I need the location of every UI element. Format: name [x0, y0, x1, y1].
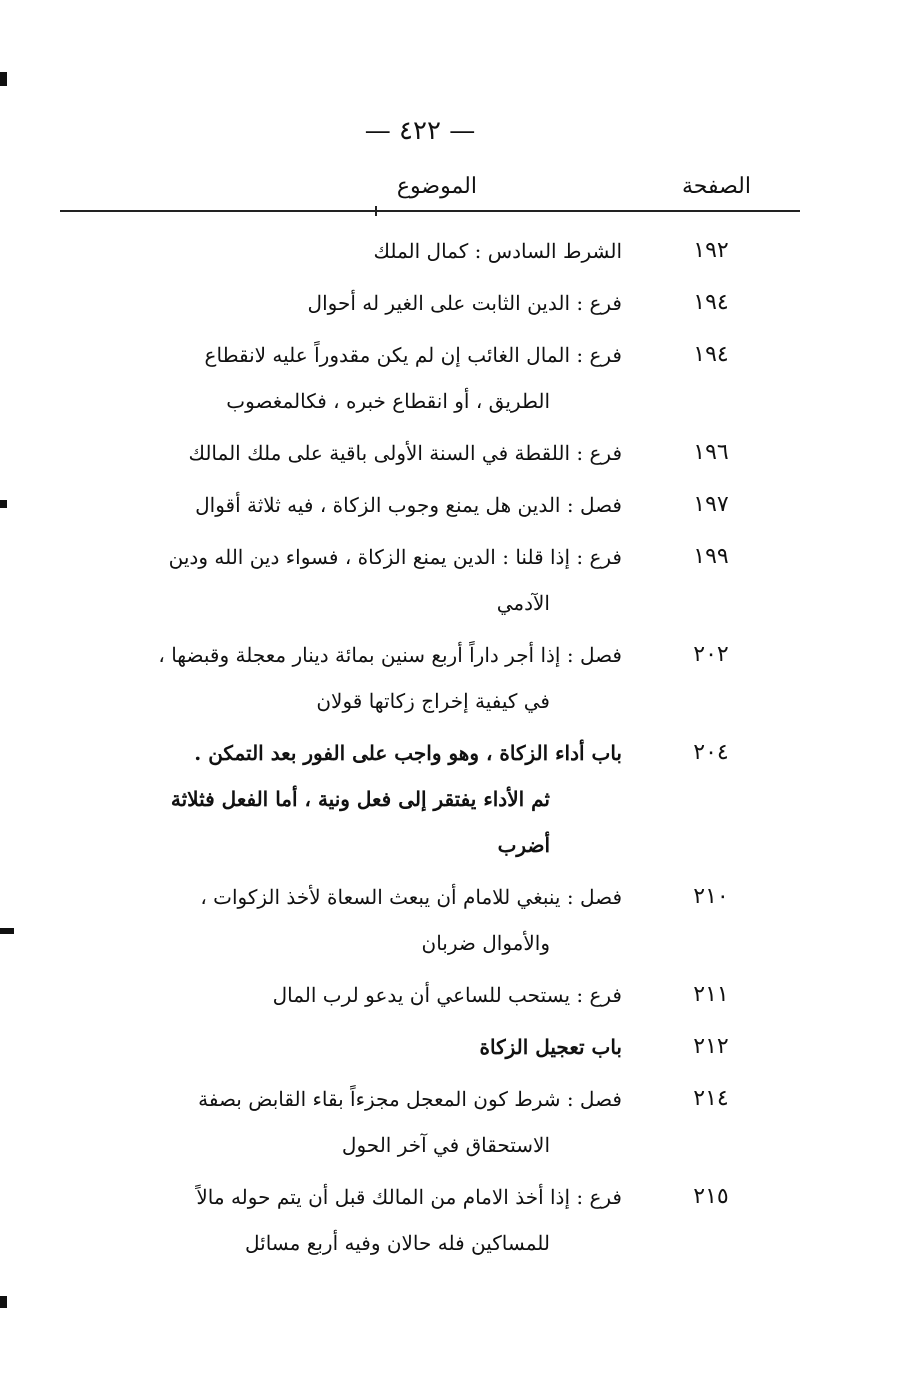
toc-entry-text: [147, 332, 622, 424]
toc-entry-line: الشرط السادس : كمال الملك: [373, 239, 622, 263]
toc-entry-line: فصل : إذا أجر داراً أربع سنين بمائة دينار معجلة وقبضها ،: [158, 643, 622, 667]
toc-entry: [60, 332, 800, 424]
toc-entry-text: [147, 280, 622, 326]
toc-page-number: ١٩٤: [693, 342, 729, 367]
toc-entry-text: [147, 632, 622, 724]
topic-column-header: الموضوع: [396, 174, 477, 199]
toc-entry-line: باب أداء الزكاة ، وهو واجب على الفور بعد التمكن .: [194, 741, 622, 765]
toc-entries: [60, 228, 800, 1272]
toc-page-number: ١٩٢: [693, 238, 729, 263]
toc-entry-line: أضرب: [497, 833, 550, 857]
toc-entry-text: [147, 874, 622, 966]
toc-entry: [60, 874, 800, 966]
page-column-header: الصفحة: [681, 174, 751, 199]
toc-page-number: ٢١٠: [693, 884, 729, 909]
toc-entry-line: ثم الأداء يفتقر إلى فعل ونية ، أما الفعل فثلاثة: [170, 787, 550, 811]
toc-entry: [60, 280, 800, 326]
toc-page-number: ٢١٥: [693, 1184, 729, 1209]
toc-page-number: ٢٠٢: [693, 642, 729, 667]
scan-margin-mark: [0, 72, 7, 86]
header-rule-tick: [375, 206, 377, 216]
toc-entry-text: [147, 430, 622, 476]
toc-entry: [60, 228, 800, 274]
toc-entry-line: فرع : المال الغائب إن لم يكن مقدوراً عليه لانقطاع: [204, 343, 622, 367]
toc-entry-line: فرع : إذا أخذ الامام من المالك قبل أن يتم حوله مالاً: [196, 1185, 622, 1209]
toc-entry-line: فصل : شرط كون المعجل مجزءاً بقاء القابض بصفة: [198, 1087, 622, 1111]
toc-entry: [60, 1024, 800, 1070]
toc-page-number: ٢١٤: [693, 1086, 729, 1111]
toc-page-number: ١٩٩: [693, 544, 729, 569]
toc-entry-text: [147, 972, 622, 1018]
toc-entry: [60, 534, 800, 626]
toc-entry-line: الطريق ، أو انقطاع خبره ، فكالمغصوب: [226, 389, 550, 413]
toc-entry-line: الآدمي: [496, 591, 550, 615]
toc-page-number: ١٩٤: [693, 290, 729, 315]
toc-entry: [60, 972, 800, 1018]
toc-page-number: ٢١٢: [693, 1034, 729, 1059]
toc-entry-line: فرع : اللقطة في السنة الأولى باقية على ملك المالك: [188, 441, 622, 465]
scan-margin-mark: [0, 928, 14, 934]
toc-entry-text: [147, 1174, 622, 1266]
toc-page-number: ١٩٦: [693, 440, 729, 465]
scan-margin-mark: [0, 500, 7, 508]
toc-entry-text: [147, 730, 622, 868]
toc-entry-text: [147, 1024, 622, 1070]
toc-entry-text: [147, 482, 622, 528]
toc-entry-line: الاستحقاق في آخر الحول: [341, 1133, 550, 1157]
scan-margin-mark: [0, 1296, 7, 1308]
toc-entry-line: فصل : ينبغي للامام أن يبعث السعاة لأخذ الزكوات ،: [200, 885, 622, 909]
toc-entry-line: فصل : الدين هل يمنع وجوب الزكاة ، فيه ثلاثة أقوال: [195, 493, 622, 517]
toc-entry-line: فرع : إذا قلنا : الدين يمنع الزكاة ، فسواء دين الله ودين: [168, 545, 622, 569]
toc-entry-text: [147, 228, 622, 274]
toc-entry-line: باب تعجيل الزكاة: [479, 1035, 622, 1059]
toc-entry: [60, 1174, 800, 1266]
header-rule: [60, 210, 800, 212]
toc-entry-text: [147, 534, 622, 626]
toc-entry: [60, 430, 800, 476]
toc-entry: [60, 1076, 800, 1168]
page-number: — ٤٢٢ —: [364, 116, 476, 146]
toc-entry-line: فرع : يستحب للساعي أن يدعو لرب المال: [272, 983, 622, 1007]
toc-entry-line: فرع : الدين الثابت على الغير له أحوال: [307, 291, 622, 315]
toc-entry: [60, 482, 800, 528]
toc-entry-line: في كيفية إخراج زكاتها قولان: [316, 689, 550, 713]
toc-page-number: ٢١١: [693, 982, 729, 1007]
toc-page-number: ٢٠٤: [693, 740, 729, 765]
toc-entry: [60, 730, 800, 868]
toc-entry-line: للمساكين فله حالان وفيه أربع مسائل: [245, 1231, 550, 1255]
toc-entry-line: والأموال ضربان: [421, 931, 550, 955]
toc-entry: [60, 632, 800, 724]
toc-entry-text: [147, 1076, 622, 1168]
toc-page-number: ١٩٧: [693, 492, 729, 517]
